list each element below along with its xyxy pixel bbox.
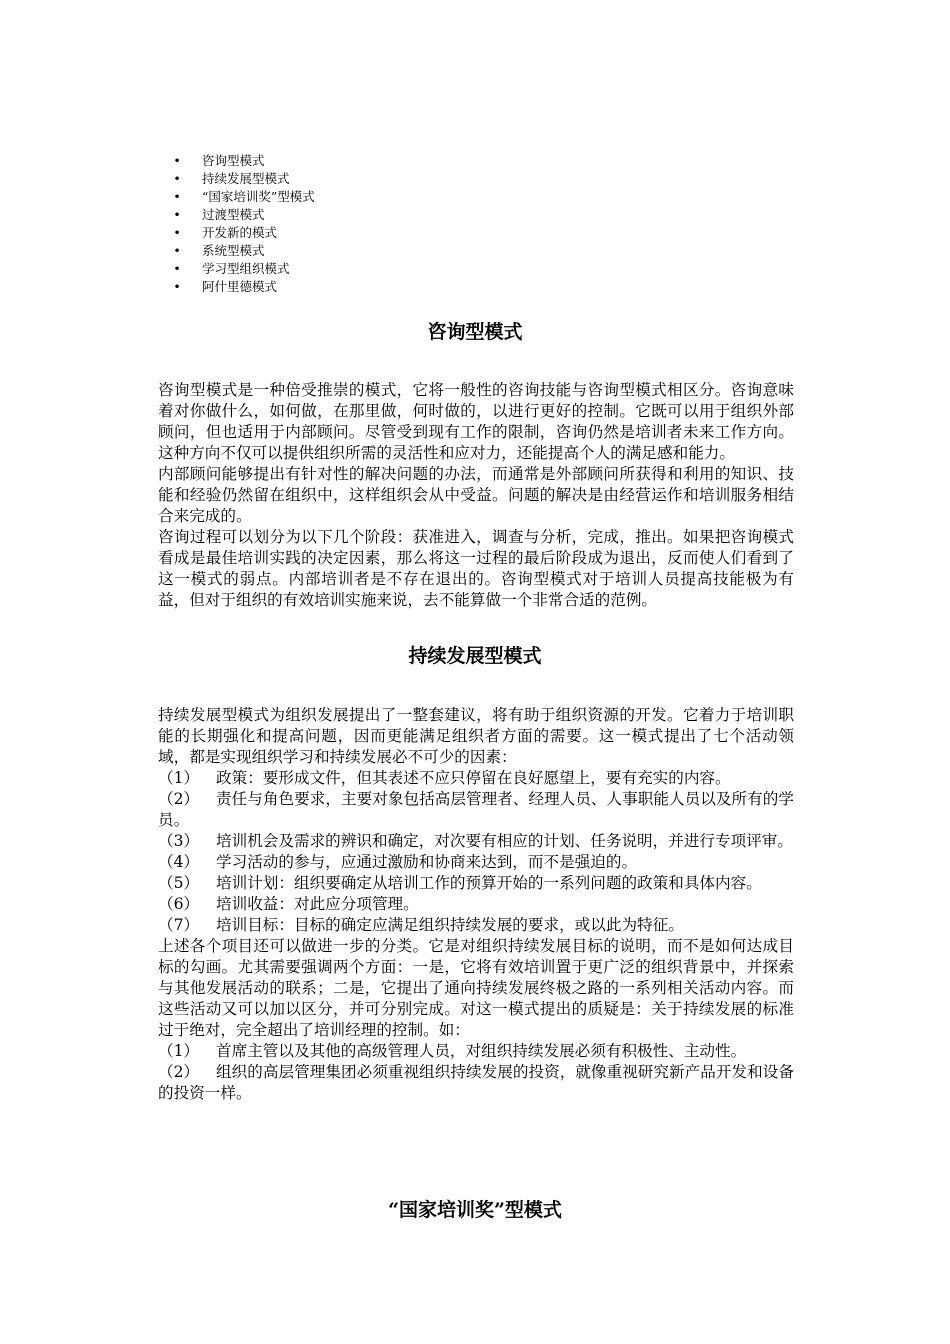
- toc-item-label[interactable]: 开发新的模式: [202, 225, 278, 240]
- toc-item-label[interactable]: 咨询型模式: [202, 153, 265, 168]
- section-body-sustainable: [158, 705, 794, 1104]
- section-title-sustainable: 持续发展型模式: [408, 645, 542, 667]
- bullet-icon: •: [173, 243, 181, 258]
- item-text: 首席主管以及其他的高级管理人员，对组织持续发展必须有积极性、主动性。: [216, 1042, 747, 1060]
- paragraph: 上述各个项目还可以做进一步的分类。它是对组织持续发展目标的说明，而不是如何达成目标的勾画。尤其需要强调两个方面：一是，它将有效培训置于更广泛的组织背景中，并探索与其他发展活动的联系；二是，它提出了通向持续发展终极之路的一系列相关活动内容。而这些活动又可以加以区分，并可分别完成。对这一模式提出的质疑是：关于持续发展的标准过于绝对，完全超出了培训经理的控制。如：: [158, 937, 794, 1039]
- bullet-icon: •: [173, 207, 181, 222]
- item-text: 政策：要形成文件，但其表述不应只停留在良好愿望上，要有充实的内容。: [216, 769, 731, 787]
- bullet-icon: •: [173, 153, 181, 168]
- toc-item-label[interactable]: 系统型模式: [202, 243, 265, 258]
- list-item: [158, 1041, 794, 1062]
- item-text: 培训收益：对此应分项管理。: [216, 895, 419, 913]
- item-number: （1）: [158, 769, 200, 787]
- list-item: [158, 789, 794, 831]
- toc-item-label[interactable]: 过渡型模式: [202, 207, 265, 222]
- section-title-consulting: 咨询型模式: [427, 321, 523, 343]
- paragraph: 持续发展型模式为组织发展提出了一整套建议，将有助于组织资源的开发。它着力于培训职能的长期强化和提高问题，因而更能满足组织者方面的需要。这一模式提出了七个活动领域，都是实现组织学习和持续发展必不可少的因素：: [158, 706, 794, 766]
- list-item: [158, 852, 794, 873]
- item-number: （3）: [158, 832, 200, 850]
- toc-item[interactable]: [172, 224, 315, 242]
- item-text: 培训机会及需求的辨识和确定，对次要有相应的计划、任务说明，并进行专项评审。: [216, 832, 793, 850]
- toc-item[interactable]: [172, 170, 315, 188]
- item-number: （6）: [158, 895, 200, 913]
- toc-item[interactable]: [172, 152, 315, 170]
- item-number: （4）: [158, 853, 200, 871]
- toc-item[interactable]: [172, 242, 315, 260]
- item-number: （7）: [158, 916, 200, 934]
- toc-item[interactable]: [172, 188, 315, 206]
- toc-item[interactable]: [172, 206, 315, 224]
- paragraph: 咨询型模式是一种倍受推崇的模式，它将一般性的咨询技能与咨询型模式相区分。咨询意味着对你做什么，如何做，在那里做，何时做的，以进行更好的控制。它既可以用于组织外部顾问，但也适用于内部顾问。尽管受到现有工作的限制，咨询仍然是培训者未来工作方向。这种方向不仅可以提供组织所需的灵活性和应对力，还能提高个人的满足感和能力。: [158, 381, 794, 462]
- toc-item-label[interactable]: 学习型组织模式: [202, 261, 290, 276]
- toc-item-label[interactable]: 持续发展型模式: [202, 171, 290, 186]
- list-item: [158, 894, 794, 915]
- item-number: （5）: [158, 874, 200, 892]
- item-text: 学习活动的参与，应通过激励和协商来达到，而不是强迫的。: [216, 853, 638, 871]
- item-text: 培训目标：目标的确定应满足组织持续发展的要求，或以此为特征。: [216, 916, 684, 934]
- toc-item-label[interactable]: 阿什里德模式: [202, 279, 278, 294]
- toc-item[interactable]: [172, 278, 315, 296]
- paragraph: 内部顾问能够提出有针对性的解决问题的办法，而通常是外部顾问所获得和利用的知识、技能和经验仍然留在组织中，这样组织会从中受益。问题的解决是由经营运作和培训服务相结合来完成的。: [158, 465, 794, 525]
- item-number: （1）: [158, 1042, 200, 1060]
- section-body-consulting: [158, 380, 794, 611]
- list-item: [158, 831, 794, 852]
- bullet-icon: •: [173, 171, 181, 186]
- toc-item-label[interactable]: “国家培训奖”型模式: [202, 189, 315, 204]
- item-text: 组织的高层管理集团必须重视组织持续发展的投资，就像重视研究新产品开发和设备的投资一样。: [158, 1063, 794, 1102]
- bullet-icon: •: [173, 225, 181, 240]
- bullet-icon: •: [173, 279, 181, 294]
- bullet-icon: •: [173, 261, 181, 276]
- item-number: （2）: [158, 1063, 200, 1081]
- bullet-icon: •: [173, 189, 181, 204]
- section-title-national-award: “国家培训奖”型模式: [388, 1199, 562, 1221]
- list-item: [158, 768, 794, 789]
- list-item: [158, 873, 794, 894]
- item-text: 责任与角色要求，主要对象包括高层管理者、经理人员、人事职能人员以及所有的学员。: [158, 790, 794, 829]
- item-text: 培训计划：组织要确定从培训工作的预算开始的一系列问题的政策和具体内容。: [216, 874, 762, 892]
- toc-item[interactable]: [172, 260, 315, 278]
- list-item: [158, 1062, 794, 1104]
- table-of-contents: [172, 152, 315, 296]
- item-number: （2）: [158, 790, 200, 808]
- paragraph: 咨询过程可以划分为以下几个阶段：获准进入，调查与分析，完成，推出。如果把咨询模式看成是最佳培训实践的决定因素，那么将这一过程的最后阶段成为退出，反而使人们看到了这一模式的弱点。内部培训者是不存在退出的。咨询型模式对于培训人员提高技能极为有益，但对于组织的有效培训实施来说，去不能算做一个非常合适的范例。: [158, 528, 794, 609]
- list-item: [158, 915, 794, 936]
